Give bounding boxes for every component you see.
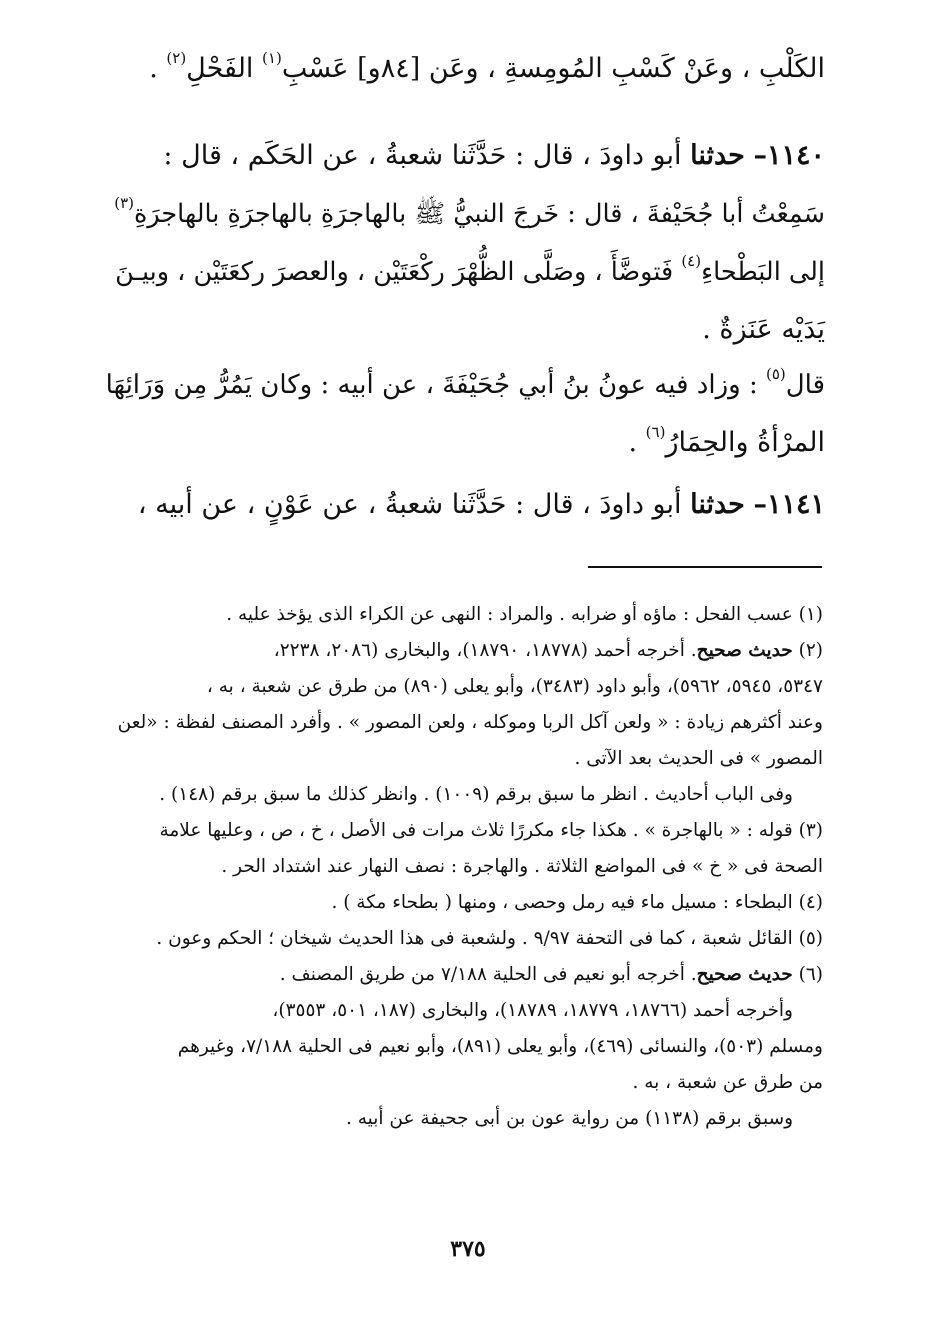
text-segment: الفَحْلِ <box>186 53 254 84</box>
footnote-line <box>105 597 823 633</box>
hadith-label: حدثنا <box>690 489 745 520</box>
qal-paragraph <box>105 356 825 472</box>
hadith-1140-line-3 <box>105 243 825 301</box>
text-segment: قال <box>785 370 825 400</box>
qal-line-1 <box>105 356 825 414</box>
footnote-ref-2: (٢) <box>166 49 187 67</box>
footnote-ref-1: (١) <box>262 49 282 67</box>
footnote-text: وفى الباب أحاديث . انظر ما سبق برقم (١٠٠٩) . وانظر كذلك ما سبق برقم (١٤٨) . <box>159 784 793 805</box>
footnote-divider <box>588 566 822 568</box>
text-segment: . <box>628 427 638 458</box>
footnote-line <box>105 669 823 705</box>
footnote-line <box>105 885 823 921</box>
hadith-1141-line-1 <box>105 476 825 534</box>
footnote-line <box>105 957 823 993</box>
footnote-text: وسبق برقم (١١٣٨) من رواية عون بن أبى جحيفة عن أبيه . <box>345 1108 793 1129</box>
footnote-bold: حديث صحيح <box>696 640 793 661</box>
footnote-text: . أخرجه أحمد (١٨٧٧٨، ١٨٧٩٠)، والبخارى (٢٠٨٦، ٢٢٣٨، <box>273 640 697 661</box>
footnote-line <box>105 1029 823 1065</box>
footnote-line <box>105 633 823 669</box>
footnote-text: ومسلم (٥٠٣)، والنسائى (٤٦٩)، وأبو يعلى (٨٩١)، وأبو نعيم فى الحلية ٧/١٨٨، وغيرهم <box>177 1036 823 1057</box>
footnote-prefix: (٦) <box>798 964 823 985</box>
footnote-ref-4: (٤) <box>681 252 702 270</box>
footnote-line <box>105 1065 823 1101</box>
footnote-text: وعند أكثرهم زيادة : « ولعن آكل الربا وموكله ، ولعن المصور » . وأفرد المصنف لفظة : «لعن <box>117 712 823 733</box>
footnote-text: (١) عسب الفحل : ماؤه أو ضرابه . والمراد : النهى عن الكراء الذى يؤخذ عليه . <box>226 604 823 625</box>
hadith-number: ١١٤٠– <box>753 140 825 171</box>
text-segment: فَتوضَّأَ ، وصَلَّى الظُّهْرَ ركْعَتَيْن ، والعصرَ ركعَتَيْن ، وبيـنَ <box>115 257 674 287</box>
text-segment: إلى البَطْحاءِ <box>701 257 825 287</box>
footnotes <box>105 597 823 1137</box>
text-segment: : وزاد فيه عونُ بنُ أبي جُحَيْفَةَ ، عن أبيه : وكان يَمُرُّ مِن وَرَائِهَا <box>105 370 758 400</box>
hadith-number: ١١٤١– <box>753 489 825 520</box>
hadith-1140-line-1 <box>105 127 825 185</box>
footnote-line <box>105 777 823 813</box>
hadith-1141 <box>105 476 825 534</box>
text-segment: سَمِعْتُ أبا جُحَيْفةَ ، قال : خَرجَ النبيُّ ﷺ بالهاجرَةِ بالهاجرَةِ بالهاجرَةِ <box>133 199 825 229</box>
footnote-ref-3: (٣) <box>114 194 134 212</box>
footnote-text: (٥) القائل شعبة ، كما فى التحفة ٩/٩٧ . ولشعبة فى هذا الحديث شيخان ؛ الحكم وعون . <box>156 928 823 949</box>
text-segment: أبو داودَ ، قال : حَدَّثَنا شعبةُ ، عن عَوْنٍ ، عن أبيه ، <box>137 489 682 520</box>
text-segment: المرْأةُ والحِمَارُ <box>665 427 825 458</box>
footnote-text: وأخرجه أحمد (١٨٧٦٦، ١٨٧٧٩، ١٨٧٨٩)، والبخارى (١٨٧، ٥٠١، ٣٥٥٣)، <box>272 1000 793 1021</box>
footnote-bold: حديث صحيح <box>696 964 793 985</box>
hadith-1140 <box>105 127 825 359</box>
footnote-line <box>105 813 823 849</box>
main-text <box>105 40 825 98</box>
footnote-line <box>105 993 823 1029</box>
footnote-text: الصحة فى « خ » فى المواضع الثلاثة . والهاجرة : نصف النهار عند اشتداد الحر . <box>221 856 823 877</box>
footnote-line <box>105 741 823 777</box>
hadith-1140-line-4 <box>105 301 825 359</box>
footnote-text: (٣) قوله : « بالهاجرة » . هكذا جاء مكررًا ثلاث مرات فى الأصل ، خ ، ص ، وعليها علامة <box>159 820 823 841</box>
text-segment: يَدَيْه عَنَزةٌ . <box>702 314 825 345</box>
hadith-label: حدثنا <box>690 140 745 171</box>
footnote-text: ٥٣٤٧، ٥٩٤٥، ٥٩٦٢)، وأبو داود (٣٤٨٣)، وأبو يعلى (٨٩٠) من طرق عن شعبة ، به ، <box>206 676 823 697</box>
footnote-text: . أخرجه أبو نعيم فى الحلية ٧/١٨٨ من طريق المصنف . <box>279 964 697 985</box>
footnote-ref-5: (٥) <box>765 365 786 383</box>
footnote-text: من طرق عن شعبة ، به . <box>632 1072 823 1093</box>
footnote-text: (٤) البطحاء : مسيل ماء فيه رمل وحصى ، ومنها ( بطحاء مكة ) . <box>331 892 823 913</box>
qal-line-2 <box>105 414 825 472</box>
footnote-text: المصور » فى الحديث بعد الآتى . <box>574 748 823 769</box>
footnote-line <box>105 921 823 957</box>
footnote-line <box>105 849 823 885</box>
text-segment: . <box>149 53 158 84</box>
text-segment: الكَلْبِ ، وعَنْ كَسْبِ المُومِسةِ ، وعَن [٨٤و] عَسْبِ <box>281 53 825 84</box>
text-segment: أبو داودَ ، قال : حَدَّثَنا شعبةُ ، عن الحَكَم ، قال : <box>163 140 682 171</box>
footnote-prefix: (٢) <box>798 640 823 661</box>
footnote-ref-6: (٦) <box>645 423 666 441</box>
footnote-line <box>105 705 823 741</box>
footnote-line <box>105 1101 823 1137</box>
page-number: ٣٧٥ <box>450 1236 486 1262</box>
hadith-1140-line-2 <box>105 185 825 243</box>
main-line-1 <box>105 40 825 98</box>
